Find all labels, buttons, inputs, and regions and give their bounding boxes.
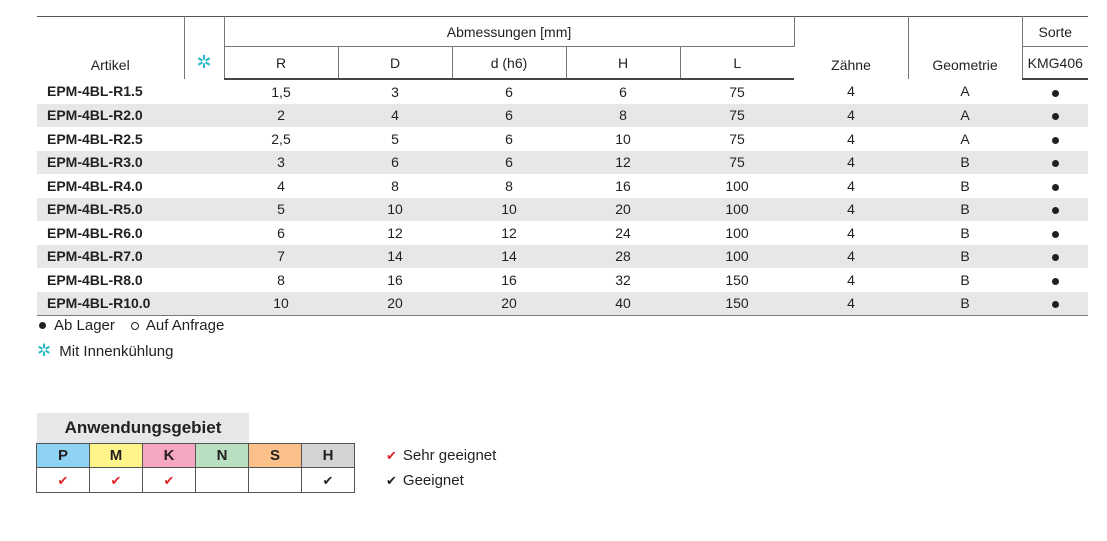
red-check-icon: ✔ [57,472,69,488]
cell-l: 100 [725,224,749,241]
cell-zaehne: 4 [794,151,908,175]
header-grade: KMG406 [1022,47,1088,80]
cell-artikel: EPM-4BL-R2.0 [37,104,184,128]
material-group-p: P [37,444,90,468]
cell-stock [1022,268,1088,292]
application-title: Anwendungsgebiet [37,413,249,443]
cell-geometrie: B [908,245,1022,269]
cell-d: 10 [338,198,452,222]
cell-r: 7 [224,245,338,269]
cell-coolant [184,127,224,151]
cell-geometrie: A [908,104,1022,128]
cell-zaehne: 4 [847,271,855,288]
cell-d-h6: 10 [452,198,566,222]
cell-zaehne: 4 [847,130,855,147]
cell-r: 1,5 [271,83,291,100]
cell-l: 150 [680,292,794,316]
material-group-h: H [302,444,355,468]
cell-l: 75 [729,130,745,147]
cell-artikel: EPM-4BL-R4.0 [47,177,143,194]
table-row [37,127,1088,151]
cell-artikel: EPM-4BL-R3.0 [37,151,184,175]
cell-geometrie: A [960,130,970,147]
cell-h: 12 [566,151,680,175]
header-h: H [566,47,680,80]
cell-d-h6: 12 [501,224,517,241]
on-request-circle-icon [131,322,139,330]
cell-stock [1022,221,1088,245]
cell-stock [1022,127,1088,151]
cell-zaehne: 4 [847,224,855,241]
in-stock-dot-icon [1052,113,1059,120]
cell-coolant [184,245,224,269]
coolant-legend [37,341,174,361]
cell-coolant [184,151,224,175]
legend-geeignet: Geeignet [402,472,464,489]
cell-zaehne: 4 [794,104,908,128]
cell-l: 150 [725,271,749,288]
table-row [37,151,1088,175]
suitability-p [37,468,90,493]
cell-geometrie: A [960,83,970,100]
cell-stock [1022,104,1088,128]
cell-h: 20 [566,198,680,222]
cell-artikel: EPM-4BL-R10.0 [37,292,184,316]
in-stock-dot-icon [39,322,46,329]
table-body [37,79,1088,316]
header-d-h6: d (h6) [452,47,566,80]
table-row [37,198,1088,222]
cell-coolant [184,198,224,222]
cell-d: 8 [391,177,399,194]
spec-table [37,16,1088,316]
cell-stock [1022,151,1088,175]
cell-zaehne: 4 [847,83,855,100]
header-d: D [338,47,452,80]
cell-h: 8 [566,104,680,128]
cell-coolant [184,292,224,316]
header-abmessungen: Abmessungen [mm] [224,17,794,47]
snowflake-icon: ✲ [196,52,212,72]
cell-geometrie: B [960,177,970,194]
cell-d-h6: 6 [452,151,566,175]
cell-artikel: EPM-4BL-R8.0 [47,271,143,288]
cell-coolant [184,174,224,198]
in-stock-dot-icon [1052,90,1059,97]
cell-r: 6 [277,224,285,241]
cell-h: 24 [615,224,631,241]
cell-artikel: EPM-4BL-R1.5 [47,83,143,100]
cell-d-h6: 6 [505,130,513,147]
cell-d: 3 [391,83,399,100]
cell-d: 16 [387,271,403,288]
black-check-icon: ✔ [322,472,334,488]
cell-l: 75 [729,83,745,100]
cell-r: 2,5 [271,130,291,147]
legend-auf-anfrage: Auf Anfrage [145,317,225,334]
table-row [37,292,1088,316]
table-row [37,104,1088,128]
snowflake-icon: ✲ [37,341,52,360]
cell-geometrie: B [960,224,970,241]
cell-coolant [184,79,224,104]
table-row [37,268,1088,292]
header-r: R [224,47,338,80]
header-artikel: Artikel [90,57,130,73]
cell-geometrie: B [908,198,1022,222]
suitability-n [196,468,249,493]
in-stock-dot-icon [1052,278,1059,285]
legend-geeignet-row [386,472,464,489]
cell-geometrie: B [908,151,1022,175]
cell-geometrie: B [908,292,1022,316]
cell-l: 100 [680,198,794,222]
cell-h: 6 [619,83,627,100]
cell-zaehne: 4 [794,292,908,316]
header-l: L [680,47,794,80]
in-stock-dot-icon [1052,207,1059,214]
material-group-n: N [196,444,249,468]
cell-artikel: EPM-4BL-R7.0 [37,245,184,269]
table-header [37,17,1088,80]
in-stock-dot-icon [1052,254,1059,261]
cell-geometrie: B [960,271,970,288]
stock-legend [37,317,224,334]
cell-r: 10 [224,292,338,316]
cell-d-h6: 6 [452,104,566,128]
legend-sehr-geeignet: Sehr geeignet [402,447,497,464]
cell-r: 4 [277,177,285,194]
header-zaehne: Zähne [831,57,871,73]
cell-stock [1022,245,1088,269]
red-check-icon: ✔ [163,472,175,488]
cell-h: 28 [566,245,680,269]
in-stock-dot-icon [1052,301,1059,308]
cell-stock [1022,174,1088,198]
cell-h: 16 [615,177,631,194]
table-row [37,221,1088,245]
cell-zaehne: 4 [794,198,908,222]
suitability-s [249,468,302,493]
cell-r: 3 [224,151,338,175]
cell-d: 6 [338,151,452,175]
material-group-s: S [249,444,302,468]
cell-artikel: EPM-4BL-R6.0 [47,224,143,241]
application-grid [36,443,355,493]
cell-l: 100 [725,177,749,194]
red-check-icon: ✔ [110,472,122,488]
cell-d-h6: 20 [452,292,566,316]
in-stock-dot-icon [1052,137,1059,144]
cell-d-h6: 14 [452,245,566,269]
red-check-icon: ✔ [386,447,397,463]
cell-coolant [184,221,224,245]
cell-l: 100 [680,245,794,269]
table-row [37,79,1088,104]
cell-h: 32 [615,271,631,288]
legend-sehr-geeignet-row [386,447,496,464]
cell-l: 75 [680,151,794,175]
cell-artikel: EPM-4BL-R2.5 [47,130,143,147]
cell-artikel: EPM-4BL-R5.0 [37,198,184,222]
in-stock-dot-icon [1052,231,1059,238]
cell-h: 40 [566,292,680,316]
cell-coolant [184,104,224,128]
header-sorte: Sorte [1022,17,1088,47]
cell-h: 10 [615,130,631,147]
suitability-row [37,468,355,493]
cell-zaehne: 4 [794,245,908,269]
cell-d: 14 [338,245,452,269]
material-group-m: M [90,444,143,468]
cell-r: 5 [224,198,338,222]
cell-d: 5 [391,130,399,147]
legend-innenkuehlung: Mit Innenkühlung [59,342,174,360]
cell-r: 8 [277,271,285,288]
suitability-m [90,468,143,493]
cell-d: 20 [338,292,452,316]
suitability-h [302,468,355,493]
in-stock-dot-icon [1052,160,1059,167]
cell-d: 12 [387,224,403,241]
cell-r: 2 [224,104,338,128]
cell-stock [1022,198,1088,222]
suitability-k [143,468,196,493]
cell-d-h6: 8 [505,177,513,194]
cell-coolant [184,268,224,292]
header-geometrie: Geometrie [908,17,1022,80]
cell-stock [1022,292,1088,316]
table-row [37,174,1088,198]
table-row [37,245,1088,269]
black-check-icon: ✔ [386,472,397,488]
material-group-k: K [143,444,196,468]
cell-d-h6: 16 [501,271,517,288]
header-coolant [184,17,224,80]
cell-stock [1022,79,1088,104]
cell-d: 4 [338,104,452,128]
in-stock-dot-icon [1052,184,1059,191]
cell-zaehne: 4 [847,177,855,194]
material-group-row [37,444,355,468]
cell-l: 75 [680,104,794,128]
cell-d-h6: 6 [505,83,513,100]
legend-ab-lager: Ab Lager [54,317,115,334]
